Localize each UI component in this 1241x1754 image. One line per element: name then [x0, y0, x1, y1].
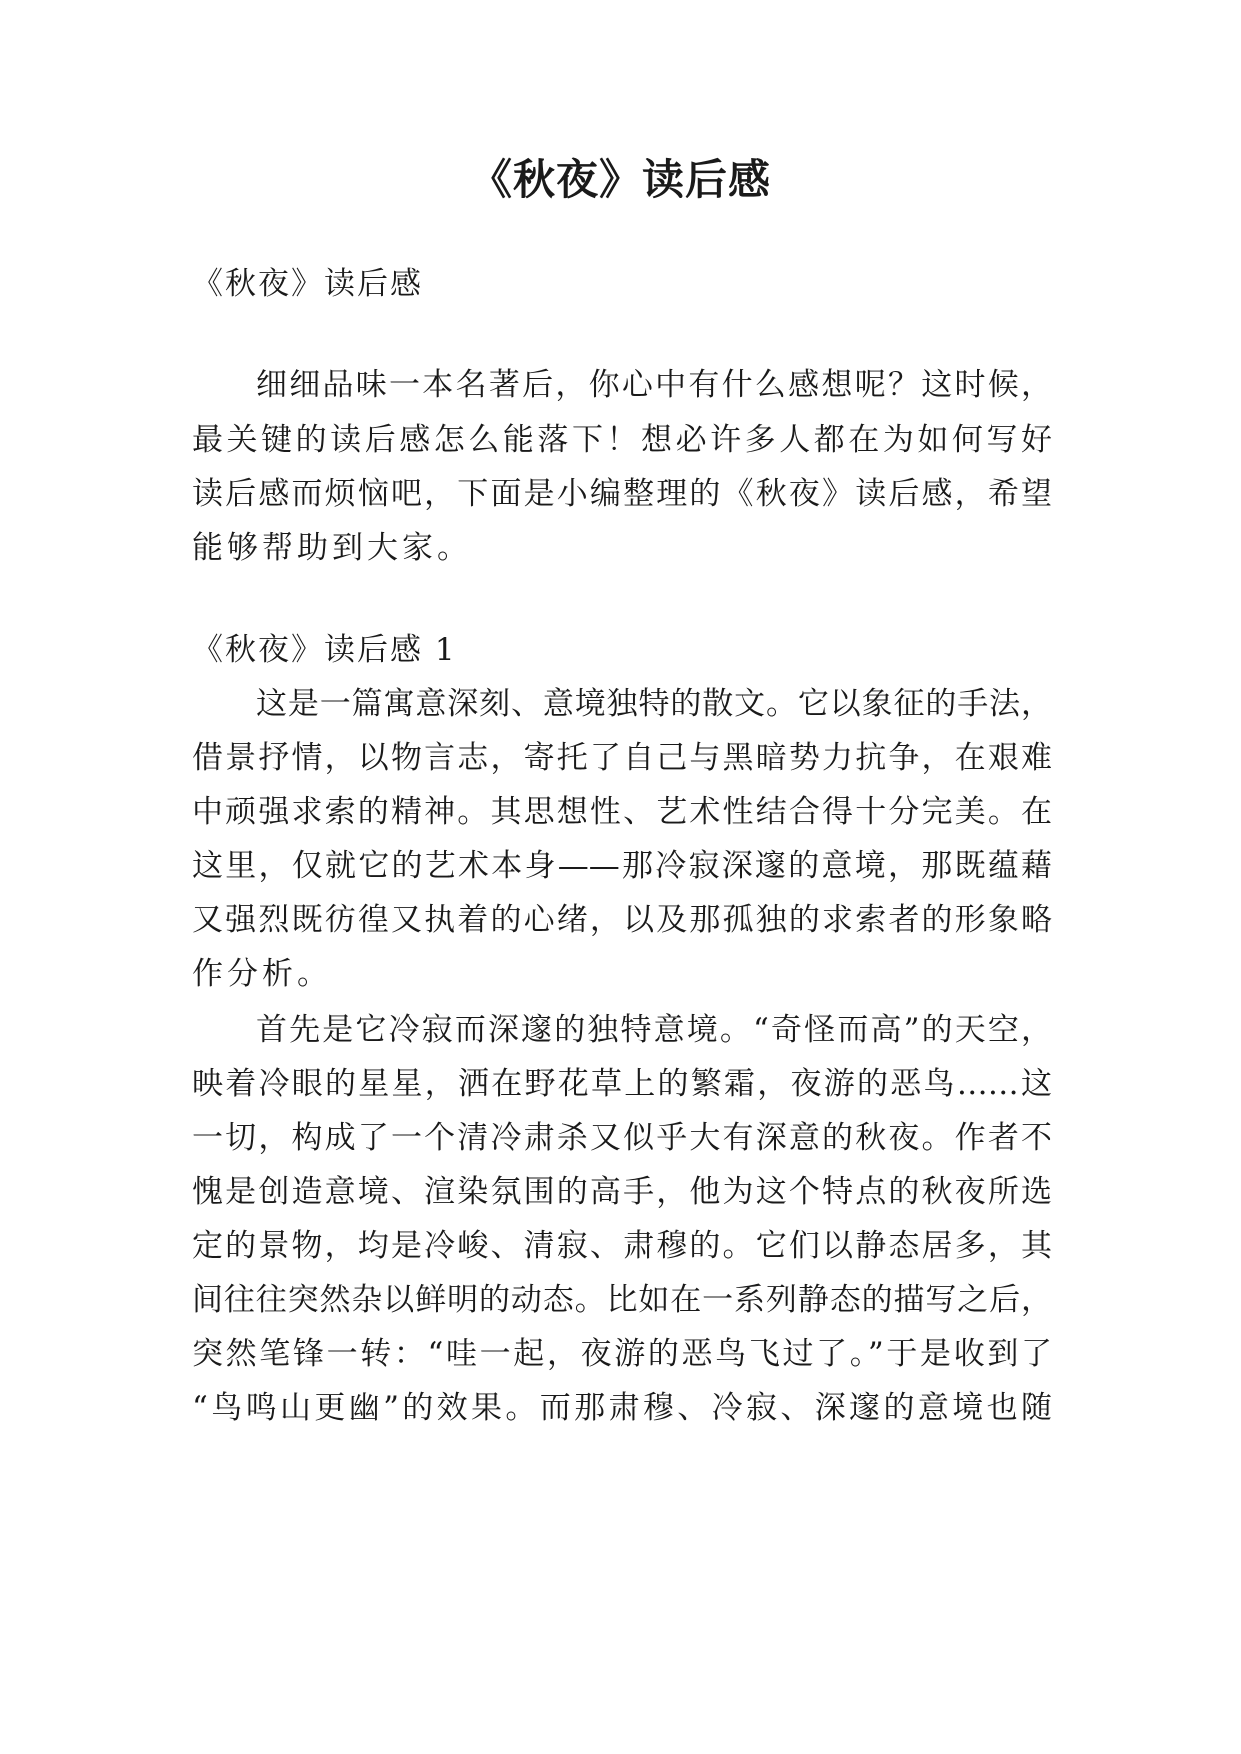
paragraph-line: 首先是它冷寂而深邃的独特意境。“奇怪而高”的天空， [256, 1012, 1052, 1048]
paragraph-line: 间往往突然杂以鲜明的动态。比如在一系列静态的描写之后， [192, 1282, 1052, 1318]
paragraph-line: 这是一篇寓意深刻、意境独特的散文。它以象征的手法， [256, 686, 1052, 722]
paragraph-line: 映着冷眼的星星，洒在野花草上的繁霜，夜游的恶鸟……这 [192, 1066, 1052, 1102]
paragraph-line: 这里，仅就它的艺术本身——那冷寂深邃的意境，那既蕴藉 [192, 848, 1052, 884]
page-title: 《秋夜》读后感 [469, 155, 771, 204]
paragraph-line: 一切，构成了一个清冷肃杀又似乎大有深意的秋夜。作者不 [192, 1120, 1052, 1156]
paragraph-line: “鸟鸣山更幽”的效果。而那肃穆、冷寂、深邃的意境也随 [192, 1390, 1052, 1426]
intro-line: 细细品味一本名著后，你心中有什么感想呢？这时候， [256, 367, 1052, 403]
intro-line: 最关键的读后感怎么能落下！想必许多人都在为如何写好 [192, 422, 1052, 458]
paragraph-line: 作分析。 [192, 956, 332, 992]
paragraph-line: 定的景物，均是冷峻、清寂、肃穆的。它们以静态居多，其 [192, 1228, 1052, 1264]
paragraph-line: 中顽强求索的精神。其思想性、艺术性结合得十分完美。在 [192, 794, 1052, 830]
intro-line: 能够帮助到大家。 [192, 530, 472, 566]
paragraph-line: 借景抒情，以物言志，寄托了自己与黑暗势力抗争，在艰难 [192, 740, 1052, 776]
paragraph-line: 突然笔锋一转：“哇一起，夜游的恶鸟飞过了。”于是收到了 [192, 1336, 1052, 1372]
document-subtitle: 《秋夜》读后感 [192, 266, 423, 302]
intro-line: 读后感而烦恼吧，下面是小编整理的《秋夜》读后感，希望 [192, 476, 1052, 512]
paragraph-line: 又强烈既彷徨又执着的心绪，以及那孤独的求索者的形象略 [192, 902, 1052, 938]
paragraph-line: 愧是创造意境、渲染氛围的高手，他为这个特点的秋夜所选 [192, 1174, 1052, 1210]
section-heading: 《秋夜》读后感 1 [192, 632, 457, 668]
